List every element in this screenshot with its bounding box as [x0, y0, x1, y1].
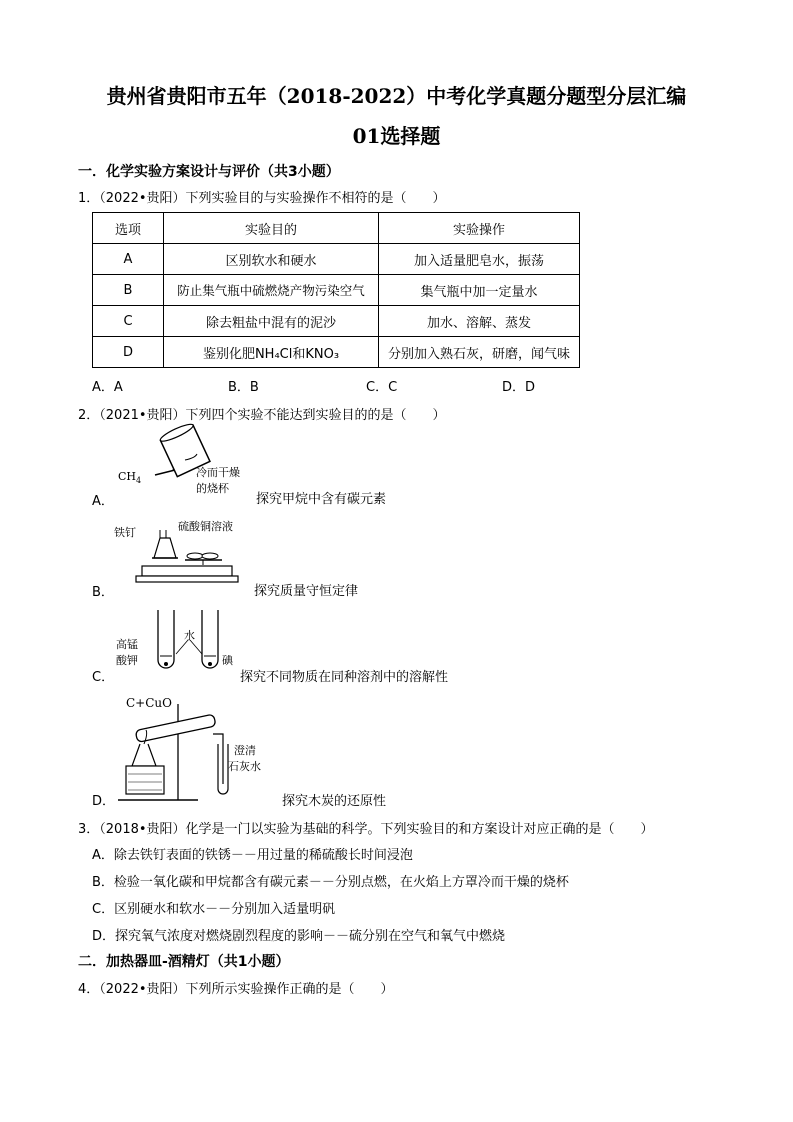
limewater-label-2: 石灰水 — [228, 760, 261, 773]
permanganate-label-2: 酸钾 — [116, 654, 138, 667]
option-a: A．A — [92, 380, 123, 395]
table-cell: 加水、溶解、蒸发 — [379, 306, 580, 337]
question-1-stem: 1．（2022•贵阳）下列实验目的与实验操作不相符的是（ ） — [78, 191, 446, 206]
table-row — [93, 244, 580, 275]
charcoal-reduction-diagram — [118, 704, 283, 804]
table-cell: B — [93, 275, 164, 306]
table-header-row — [93, 213, 580, 244]
option-b: B．B — [228, 380, 259, 395]
table-row — [93, 275, 580, 306]
question-2-stem: 2．（2021•贵阳）下列四个实验不能达到实验目的的是（ ） — [78, 408, 446, 423]
table-cell: A — [93, 244, 164, 275]
option-a-caption: 探究甲烷中含有碳元素 — [256, 492, 387, 507]
table-cell: 集气瓶中加一定量水 — [379, 275, 580, 306]
paper-title: 贵州省贵阳市五年（2018-2022）中考化学真题分题型分层汇编 — [106, 84, 687, 108]
table-cell: C — [93, 306, 164, 337]
table-cell: 防止集气瓶中硫燃烧产物污染空气 — [164, 275, 379, 306]
table-cell: 加入适量肥皂水，振荡 — [379, 244, 580, 275]
methane-formula: CH — [118, 470, 137, 483]
table-row — [93, 306, 580, 337]
question-1-table — [92, 212, 580, 368]
table-header-cell: 实验目的 — [164, 213, 379, 244]
q3-option-a: A．除去铁钉表面的铁锈－－用过量的稀硫酸长时间浸泡 — [92, 848, 413, 863]
table-cell: D — [93, 337, 164, 368]
q3-option-b: B．检验一氧化碳和甲烷都含有碳元素－－分别点燃，在火焰上方罩冷而干燥的烧杯 — [92, 875, 569, 890]
option-b-letter: B． — [92, 585, 114, 600]
table-header-cell: 实验操作 — [379, 213, 580, 244]
methane-subscript: 4 — [136, 476, 142, 486]
q3-option-c: C．区别硬水和软水－－分别加入适量明矾 — [92, 902, 336, 917]
section-heading-1: 一．化学实验方案设计与评价（共3小题） — [78, 164, 340, 180]
question-3-stem: 3．（2018•贵阳）化学是一门以实验为基础的科学。下列实验目的和方案设计对应正确的是（ ） — [78, 822, 654, 837]
option-c-caption: 探究不同物质在同种溶剂中的溶解性 — [240, 670, 449, 685]
table-cell: 鉴别化肥NH₄Cl和KNO₃ — [164, 337, 379, 368]
option-d: D．D — [502, 380, 536, 395]
beaker-note-2: 的烧杯 — [196, 482, 229, 495]
table-header-cell: 选项 — [93, 213, 164, 244]
option-d-caption: 探究木炭的还原性 — [282, 794, 387, 809]
table-cell: 分别加入熟石灰，研磨，闻气味 — [379, 337, 580, 368]
question-4-stem: 4．（2022•贵阳）下列所示实验操作正确的是（ ） — [78, 982, 394, 997]
q3-option-d: D．探究氧气浓度对燃烧剧烈程度的影响－－硫分别在空气和氧气中燃烧 — [92, 929, 506, 944]
option-c: C．C — [366, 380, 398, 395]
option-b-caption: 探究质量守恒定律 — [254, 584, 359, 599]
table-row — [93, 337, 580, 368]
option-d-letter: D． — [92, 794, 116, 809]
copper-sulfate-label: 硫酸铜溶液 — [178, 520, 233, 533]
permanganate-label-1: 高锰 — [116, 638, 138, 651]
nail-label: 铁钉 — [114, 526, 136, 539]
table-cell: 除去粗盐中混有的泥沙 — [164, 306, 379, 337]
limewater-label-1: 澄清 — [234, 744, 256, 757]
reactant-label: C+CuO — [126, 696, 172, 710]
option-a-letter: A． — [92, 494, 114, 509]
paper-subtitle: 01选择题 — [352, 124, 441, 148]
table-cell: 区别软水和硬水 — [164, 244, 379, 275]
option-c-letter: C． — [92, 670, 115, 685]
beaker-note-1: 冷而干燥 — [196, 466, 240, 479]
methane-label — [118, 470, 141, 485]
section-heading-2: 二．加热器皿-酒精灯（共1小题） — [78, 954, 290, 970]
water-label: 水 — [184, 629, 195, 642]
iodine-label: 碘 — [222, 654, 233, 667]
